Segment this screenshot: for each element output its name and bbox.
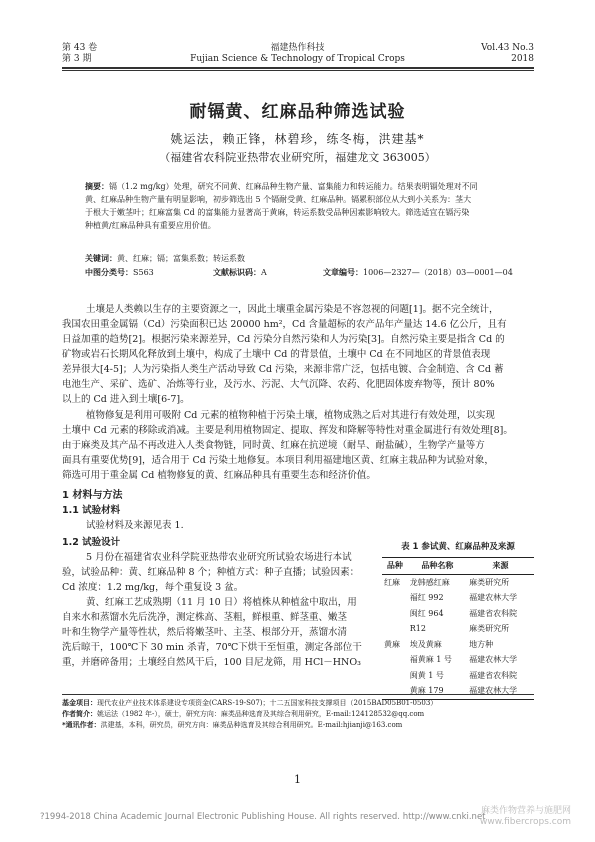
table-row (382, 637, 534, 653)
table-cell: 红麻 (384, 577, 400, 587)
header-rule (62, 67, 534, 69)
doc-code-value: A (261, 268, 267, 277)
table-cell: 埃及黄麻 (409, 639, 442, 649)
body-line: 自来水和蒸馏水先后洗净，测定株高、茎粗，鲜根重、鲜茎重、嫩茎 (62, 612, 348, 623)
watermark-cn: 麻类作物营养与施肥网 (480, 806, 571, 816)
table-cell: 龙韩感红麻 (409, 577, 450, 587)
body-line: 日益加重的趋势[2]。根据污染来源差异，Cd 污染分自然污染和人为污染[3]。自然污染主要是指含 Cd 的 (62, 334, 505, 345)
table-cell (382, 590, 408, 606)
corresponding-label: *通讯作者： (62, 721, 101, 729)
table-cell: 福红 992 (409, 593, 444, 603)
table-title: 表 1 参试黄、红麻品种及来源 (401, 542, 515, 552)
table-row (382, 590, 534, 606)
table-cell: 麻类研究所 (469, 624, 510, 634)
table-cell: 黄麻 (384, 639, 400, 649)
author-bio-text: 姚运法（1982 年-），硕士，研究方向：麻类品种选育及其综合利用研究，E-mail:124128532@qq.com (97, 710, 425, 718)
abstract-line: 种植黄/红麻品种具有重要应用价值。 (85, 221, 216, 230)
subsection-heading: 1.1 试验材料 (62, 505, 121, 516)
abstract-line: 镉（1.2 mg/kg）处理，研究不同黄、红麻品种生物产量、富集能力和转运能力。结果表明镉处理对不同 (109, 182, 478, 191)
table-header-cell: 品种 (382, 558, 408, 575)
design-paragraph (62, 550, 378, 670)
watermark-url: www.fibercrops.com (480, 817, 571, 827)
clc-label: 中图分类号： (85, 268, 133, 277)
corresponding-note (62, 720, 534, 731)
table-row (382, 606, 534, 622)
journal-name-cn: 福建热作科技 (270, 43, 325, 53)
body-line: 叶和生物学产量等性状，然后将嫩茎叶、主茎、根部分开，蒸馏水清 (62, 627, 348, 638)
repair-paragraph (62, 408, 534, 483)
abstract (85, 180, 517, 232)
table-header-cell: 品种名称 (408, 558, 467, 575)
watermark (480, 806, 571, 828)
footnotes (62, 698, 534, 731)
body-line: 面具有重要优势[9]，适合用于 Cd 污染土地修复。本项目利用福建地区黄、红麻主栽品种为试验对象， (62, 455, 494, 466)
page-number: 1 (294, 773, 301, 786)
table-cell: 福建农林大学 (467, 683, 534, 699)
intro-paragraph (62, 302, 534, 407)
corresponding-text: 洪建基，本科，研究员，研究方向：麻类品种选育及其综合利用研究。E-mail:hjianji@163.com (100, 721, 403, 729)
funding-text: 现代农业产业技术体系建设专项资金(CARS-19-S07)；十二五国家科技支撑项目（2015BAD05B01-0503） (97, 699, 438, 707)
table-cell (382, 621, 408, 637)
keywords-text: 黄、红麻；镉；富集系数；转运系数 (117, 254, 245, 263)
table-cell (382, 606, 408, 622)
body-line: 验，试验品种：黄、红麻品种 8 个；种植方式：种子直播；试验因素： (62, 567, 360, 578)
table-cell (382, 683, 408, 699)
table-cell: 麻类研究所 (469, 577, 510, 587)
table-header-row (382, 558, 534, 575)
article-number-value: 1006—2327—（2018）03—0001—04 (363, 268, 513, 277)
volume-label-en: Vol.43 No.3 (481, 43, 534, 53)
volume-label: 第 43 卷 (62, 43, 98, 53)
body-line: 我国农田重金属镉（Cd）污染面积已达 20000 hm²，Cd 含量超标的农产品年产量达 14.6 亿公斤，且有 (62, 319, 507, 330)
paper-title: 耐镉黄、红麻品种筛选试验 (189, 102, 406, 122)
table-row (382, 574, 534, 590)
table-cell: 黄麻 179 (408, 683, 467, 699)
abstract-label: 摘要： (85, 182, 109, 191)
footnote-rule (62, 694, 534, 695)
materials-text: 试验材料及来源见表 1. (86, 520, 184, 531)
table-cell: R12 (409, 624, 426, 634)
table-row (382, 683, 534, 699)
body-line: 筛选可用于重金属 Cd 植物修复的黄、红麻品种具有重要生态和经济价值。 (62, 470, 376, 481)
body-line: 矿物或岩石长期风化释放到土壤中，构成了土壤中 Cd 的背景值，土壤中 Cd 在不同地区的背景值表现 (62, 349, 491, 360)
keywords-label: 关键词： (85, 254, 117, 263)
body-line: 土壤中 Cd 元素的移除或消减。主要是利用植物固定、提取、挥发和降解等特性对重金属进行有效处理[8]。 (62, 425, 513, 436)
affiliation: （福建省农科院亚热带农业研究所，福建龙文 363005） (159, 151, 436, 164)
table-cell (382, 652, 408, 668)
body-line: 重，并磨碎备用；土壤经自然风干后，100 目尼龙筛，用 HCl－HNO₃ (62, 657, 361, 668)
abstract-line: 黄、红麻品种生物产量有明显影响，初步筛选出 5 个镉耐受黄、红麻品种。镉累积部位从大到小关系为：茎大 (85, 195, 472, 204)
table-cell: 福建省农科院 (469, 608, 518, 618)
author-bio-label: 作者简介： (62, 710, 97, 718)
table-cell: 闽红 964 (409, 608, 444, 618)
copyright-notice: ?1994-2018 China Academic Journal Electronic Publishing House. All rights reserved. http://www.cnki.net (40, 812, 486, 822)
clc-value: S563 (133, 268, 154, 277)
article-number-label: 文章编号： (323, 268, 363, 277)
doc-code-label: 文献标识码： (213, 268, 261, 277)
year-label: 2018 (511, 54, 534, 64)
table-cell: 福建农林大学 (469, 593, 518, 603)
table-row (382, 668, 534, 684)
issue-label: 第 3 期 (62, 54, 92, 64)
body-line: 5 月份在福建省农业科学院亚热带农业研究所试验农场进行本试 (86, 552, 352, 563)
body-line: 土壤是人类赖以生存的主要资源之一，因此土壤重金属污染是不容忽视的问题[1]。据不完全统计， (86, 304, 499, 315)
body-line: 黄、红麻工艺成熟期（11 月 10 日）将植株从种植盆中取出，用 (86, 597, 357, 608)
table-row (382, 621, 534, 637)
funding-note (62, 698, 534, 709)
table-cell: 福黄麻 1 号 (409, 655, 452, 665)
author-note (62, 709, 534, 720)
keywords-line (85, 252, 517, 265)
subsection-heading: 1.2 试验设计 (62, 537, 121, 548)
journal-name-en: Fujian Science & Technology of Tropical Crops (190, 54, 405, 64)
body-line: 由于麻类及其产品不再改进入人类食物链，同时黄、红麻在抗逆境（耐旱、耐盐碱），生物学产量等方 (62, 440, 485, 451)
table-header-cell: 来源 (467, 558, 534, 575)
table-cell (382, 668, 408, 684)
table-cell: 福建农林大学 (469, 655, 518, 665)
body-line: 以上的 Cd 进入到土壤[6-7]。 (62, 394, 190, 405)
body-line: Cd 浓度：1.2 mg/kg，每个重复设 3 盆。 (62, 582, 244, 593)
body-line: 差异很大[4-5]；人为污染指人类生产活动导致 Cd 污染，来源非常广泛，包括电镀、合金制造、含 Cd 蓄 (62, 364, 504, 375)
abstract-line: 于根大于嫩茎叶；红麻富集 Cd 的富集能力显著高于黄麻，转运系数受品种因素影响较大。筛选适宜在镉污染 (85, 208, 470, 217)
table-cell: 福建省农科院 (469, 670, 518, 680)
body-line: 电池生产、采矿、选矿、冶炼等行业，及污水、污泥、大气沉降、农药、化肥固体废弃物等，预计 80% (62, 379, 495, 390)
table-cell: 地方种 (469, 639, 494, 649)
section-heading: 1 材料与方法 (62, 490, 123, 501)
table-cell: 闽黄 1 号 (409, 670, 444, 680)
body-line: 洗后晾干，100℃下 30 min 杀青，70℃下烘干至恒重，测定各部位干 (62, 642, 362, 653)
author-list: 姚运法，赖正锋，林碧珍，练冬梅，洪建基* (170, 132, 425, 146)
funding-label: 基金项目： (62, 699, 97, 707)
header-rule-thin (62, 70, 534, 71)
table-row (382, 652, 534, 668)
body-line: 植物修复是利用可吸附 Cd 元素的植物种植于污染土壤，植物成熟之后对其进行有效处理，以实现 (86, 410, 495, 421)
varieties-table (382, 557, 534, 700)
